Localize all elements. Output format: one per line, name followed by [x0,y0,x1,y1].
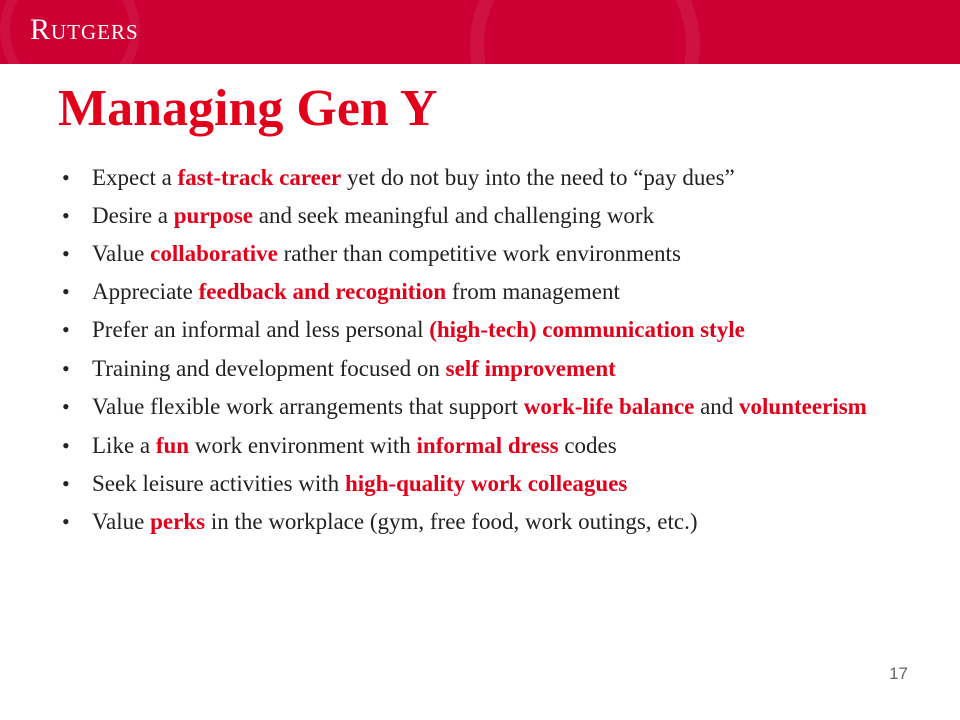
highlight-text: fast-track career [177,165,342,190]
bullet-item [62,280,912,303]
bullet-text: Like a [92,433,156,458]
bullet-item [62,318,912,341]
bullet-item [62,395,912,418]
rutgers-logo: Rutgers [30,13,139,46]
bullet-dot: • [62,356,70,381]
bullet-text: Desire a [92,203,174,228]
bullet-text: Expect a [92,165,178,190]
bullet-text: in the workplace (gym, free food, work outings, etc.) [205,509,698,534]
bullet-dot: • [62,241,70,266]
bullet-dot: • [62,165,70,190]
bullet-item [62,472,912,495]
bullet-text: rather than competitive work environments [277,241,681,266]
bullet-text: Training and development focused on [92,356,446,381]
bullet-text: Value [92,241,151,266]
highlight-text: collaborative [150,241,278,266]
bullet-text: yet do not buy into the need to “pay dues” [341,165,735,190]
bullet-dot: • [62,203,70,228]
bullet-dot: • [62,433,70,458]
highlight-text: high-quality work colleagues [344,471,628,496]
page-number: 17 [889,664,908,683]
highlight-text: (high-tech) communication style [429,317,745,342]
bullet-dot: • [62,279,70,304]
bullet-dot: • [62,394,70,419]
bullet-item [62,357,912,380]
seal-watermark [470,0,700,64]
bullet-item [62,242,912,265]
bullet-item [62,434,912,457]
highlight-text: fun [155,433,190,458]
bullet-text: work environment with [189,433,417,458]
bullet-text: codes [558,433,617,458]
highlight-text: purpose [173,203,253,228]
bullet-item [62,510,912,533]
bullet-text: Prefer an informal and less personal [92,317,430,342]
highlight-text: perks [150,509,206,534]
bullet-dot: • [62,317,70,342]
highlight-text: work-life [523,394,614,419]
bullet-text: from management [446,279,620,304]
highlight-text: feedback and recognition [198,279,447,304]
bullet-text: and seek meaningful and challenging work [253,203,655,228]
highlight-text: balance [618,394,695,419]
bullet-text: Appreciate [92,279,199,304]
bullet-text: Value [92,509,151,534]
highlight-text: informal dress [416,433,559,458]
bullet-item [62,204,912,227]
bullet-item [62,166,912,189]
header-banner [0,0,960,64]
highlight-text: volunteerism [739,394,867,419]
bullet-text: and [694,394,740,419]
bullet-list [62,166,912,548]
slide-title: Managing Gen Y [58,80,438,137]
bullet-dot: • [62,471,70,496]
bullet-text: Seek leisure activities with [92,471,345,496]
bullet-dot: • [62,509,70,534]
bullet-text: Value flexible work arrangements that support [92,394,524,419]
highlight-text: self improvement [445,356,616,381]
